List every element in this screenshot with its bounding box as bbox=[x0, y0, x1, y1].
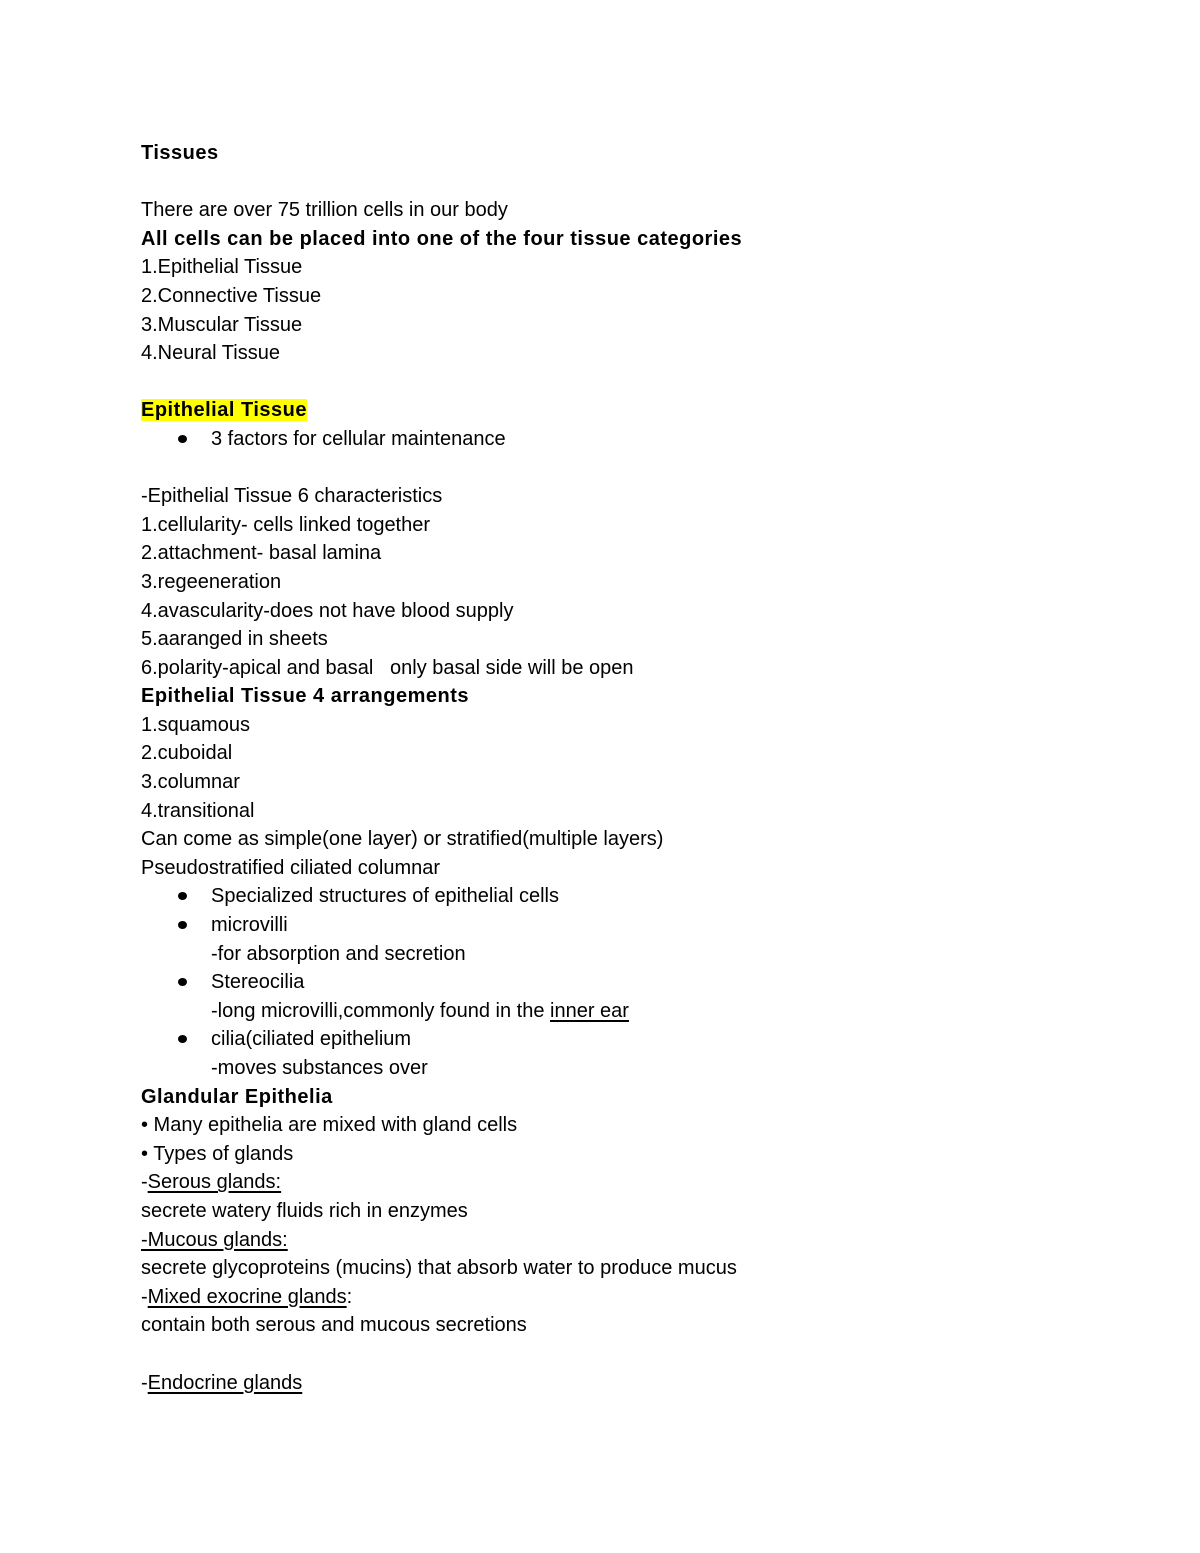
endocrine-glands-label-row bbox=[141, 1369, 1121, 1398]
characteristic-item: 6.polarity-apical and basal only basal side will be open bbox=[141, 656, 634, 679]
arrangements-heading: Epithelial Tissue 4 arrangements bbox=[141, 685, 469, 708]
glandular-point: • Types of glands bbox=[141, 1142, 294, 1165]
category-item: 3.Muscular Tissue bbox=[141, 313, 303, 336]
serous-glands-label: Serous glands: bbox=[147, 1171, 282, 1194]
bullet-item bbox=[141, 882, 1121, 911]
category-item: 4.Neural Tissue bbox=[141, 342, 280, 365]
stereocilia-description-text: -long microvilli,commonly found in the bbox=[211, 999, 551, 1022]
bullet-item bbox=[141, 968, 1121, 997]
bullet-icon bbox=[178, 978, 187, 986]
endocrine-glands-label: Endocrine glands bbox=[147, 1371, 303, 1394]
glandular-point: • Many epithelia are mixed with gland cells bbox=[141, 1114, 518, 1137]
document-page bbox=[141, 139, 1121, 1397]
serous-glands-label-row bbox=[141, 1168, 1121, 1197]
bullet-item bbox=[141, 1025, 1121, 1054]
spacer bbox=[141, 454, 1121, 483]
epithelial-heading-row bbox=[141, 396, 1121, 425]
arrangement-item: 3.columnar bbox=[141, 771, 240, 794]
category-item: 2.Connective Tissue bbox=[141, 284, 322, 307]
arrangement-item: 1.squamous bbox=[141, 713, 250, 736]
bullet-text: 3 factors for cellular maintenance bbox=[211, 427, 506, 450]
layers-note: Can come as simple(one layer) or stratified(multiple layers) bbox=[141, 828, 664, 851]
bullet-icon bbox=[178, 892, 187, 900]
epithelial-heading: Epithelial Tissue bbox=[141, 399, 307, 422]
spacer bbox=[141, 368, 1121, 397]
dash-text: - bbox=[141, 1285, 148, 1308]
characteristic-item: 2.attachment- basal lamina bbox=[141, 542, 382, 565]
bullet-text: Stereocilia bbox=[211, 971, 305, 994]
mixed-glands-label: Mixed exocrine glands bbox=[147, 1285, 347, 1308]
dash-text: - bbox=[141, 1171, 148, 1194]
bullet-icon bbox=[178, 1035, 187, 1043]
intro-cells-count: There are over 75 trillion cells in our body bbox=[141, 199, 508, 222]
colon-text: : bbox=[346, 1285, 353, 1308]
stereocilia-description bbox=[141, 997, 1121, 1026]
document-title: Tissues bbox=[141, 142, 219, 164]
category-item: 1.Epithelial Tissue bbox=[141, 256, 303, 279]
arrangement-item: 2.cuboidal bbox=[141, 742, 233, 765]
characteristic-item: 5.aaranged in sheets bbox=[141, 628, 328, 651]
glandular-heading: Glandular Epithelia bbox=[141, 1085, 333, 1108]
characteristic-item: 3.regeeneration bbox=[141, 570, 282, 593]
mucous-glands-description: secrete glycoproteins (mucins) that absorb water to produce mucus bbox=[141, 1257, 737, 1280]
spacer bbox=[141, 168, 1121, 197]
bullet-item bbox=[141, 425, 1121, 454]
dash-text: - bbox=[141, 1371, 148, 1394]
microvilli-description: -for absorption and secretion bbox=[211, 942, 466, 965]
serous-glands-description: secrete watery fluids rich in enzymes bbox=[141, 1199, 468, 1222]
characteristic-item: 1.cellularity- cells linked together bbox=[141, 513, 431, 536]
pseudostratified-note: Pseudostratified ciliated columnar bbox=[141, 856, 441, 879]
bullet-text: microvilli bbox=[211, 914, 288, 937]
bullet-item bbox=[141, 911, 1121, 940]
characteristics-heading: -Epithelial Tissue 6 characteristics bbox=[141, 485, 443, 508]
mixed-glands-label-row bbox=[141, 1283, 1121, 1312]
bullet-icon bbox=[178, 435, 187, 443]
mucous-glands-label-row bbox=[141, 1226, 1121, 1255]
arrangement-item: 4.transitional bbox=[141, 799, 255, 822]
bullet-text: cilia(ciliated epithelium bbox=[211, 1028, 412, 1051]
cilia-description: -moves substances over bbox=[211, 1057, 428, 1079]
mucous-glands-label: -Mucous glands: bbox=[141, 1228, 288, 1251]
bullet-icon bbox=[178, 921, 187, 929]
characteristic-item: 4.avascularity-does not have blood supply bbox=[141, 599, 514, 622]
bullet-text: Specialized structures of epithelial cells bbox=[211, 885, 559, 908]
spacer bbox=[141, 1340, 1121, 1369]
mixed-glands-description: contain both serous and mucous secretions bbox=[141, 1314, 527, 1337]
inner-ear-link[interactable]: inner ear bbox=[550, 999, 629, 1022]
categories-heading: All cells can be placed into one of the four tissue categories bbox=[141, 227, 743, 250]
